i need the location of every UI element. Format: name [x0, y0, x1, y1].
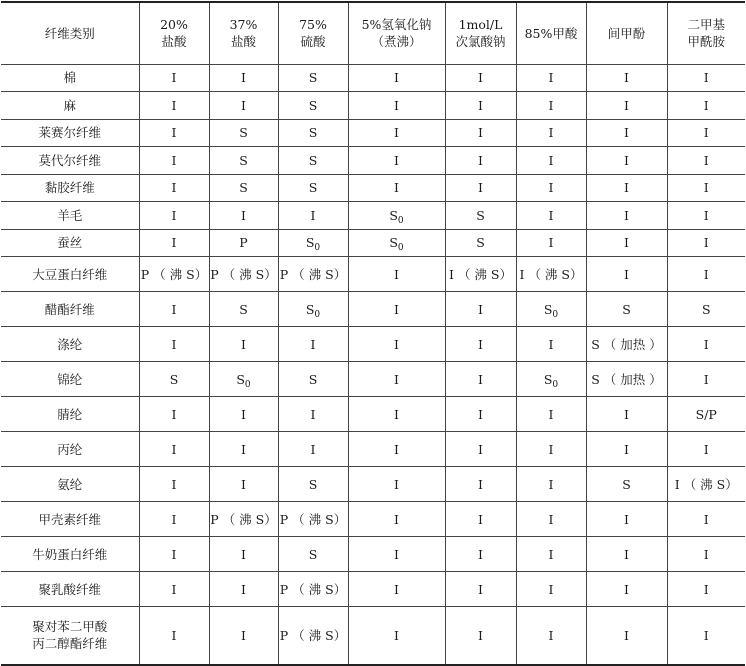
- solubility-cell: I: [586, 257, 667, 292]
- solubility-cell: I （ 沸 S）: [516, 257, 586, 292]
- column-header-line: 二甲基: [687, 17, 725, 33]
- solubility-cell: I: [348, 64, 445, 92]
- fiber-type-label: 甲壳素纤维: [38, 511, 101, 527]
- fiber-type-cell: [1, 92, 139, 120]
- solubility-cell: I: [348, 327, 445, 362]
- solubility-cell: I: [516, 327, 586, 362]
- solubility-cell: I: [278, 327, 348, 362]
- solubility-cell: I: [586, 229, 667, 257]
- solubility-cell: I: [516, 502, 586, 537]
- solubility-cell: I: [139, 432, 209, 467]
- solubility-cell: I: [667, 147, 745, 175]
- solubility-cell: I: [586, 502, 667, 537]
- table-row: [1, 607, 745, 665]
- solubility-cell: I: [516, 147, 586, 175]
- solubility-cell: I: [139, 64, 209, 92]
- solubility-cell: I: [516, 572, 586, 607]
- solubility-cell: I: [209, 327, 278, 362]
- solubility-cell: I: [139, 174, 209, 202]
- solubility-cell: I: [139, 92, 209, 120]
- column-header-line: 20%: [160, 17, 188, 33]
- fiber-type-label: 丙二醇酯纤维: [32, 636, 108, 652]
- fiber-type-label: 莱赛尔纤维: [38, 125, 101, 141]
- column-header-line: 盐酸: [161, 34, 187, 50]
- solubility-cell: P （ 沸 S）: [209, 502, 278, 537]
- solubility-cell: I: [667, 119, 745, 147]
- solubility-cell: I: [139, 119, 209, 147]
- fiber-type-label: 黏胶纤维: [44, 180, 95, 196]
- fiber-type-label: 醋酯纤维: [44, 301, 95, 317]
- fiber-type-label: 聚乳酸纤维: [38, 581, 101, 597]
- solubility-cell: I: [348, 92, 445, 120]
- solubility-cell: S: [139, 362, 209, 397]
- fiber-type-cell: [1, 257, 139, 292]
- solubility-cell: I: [667, 327, 745, 362]
- fiber-type-label: 羊毛: [57, 207, 83, 223]
- column-header-reagent: [139, 2, 209, 64]
- solubility-cell: S: [278, 147, 348, 175]
- solubility-cell: P （ 沸 S）: [139, 257, 209, 292]
- solubility-cell: I: [445, 537, 516, 572]
- subscript-zero: 0: [552, 379, 559, 390]
- column-header-reagent: [516, 2, 586, 64]
- subscript-zero: 0: [552, 309, 559, 320]
- fiber-type-cell: [1, 147, 139, 175]
- solubility-cell: I: [586, 202, 667, 230]
- column-header-line: 盐酸: [230, 34, 256, 50]
- fiber-type-cell: [1, 607, 139, 665]
- solubility-cell: I: [586, 174, 667, 202]
- solubility-cell: I: [348, 607, 445, 665]
- solubility-cell: I: [445, 174, 516, 202]
- column-header-line: 1mol/L: [458, 17, 503, 33]
- solubility-cell: I: [139, 502, 209, 537]
- solubility-cell: I: [278, 397, 348, 432]
- table-row: [1, 467, 745, 502]
- solubility-cell: I: [445, 607, 516, 665]
- solubility-cell: I: [516, 202, 586, 230]
- solubility-cell: I: [209, 537, 278, 572]
- solubility-cell: P （ 沸 S）: [278, 572, 348, 607]
- table-row: [1, 64, 745, 92]
- solubility-cell: I: [516, 229, 586, 257]
- solubility-cell: I: [139, 607, 209, 665]
- fiber-type-label: 大豆蛋白纤维: [32, 266, 108, 282]
- solubility-cell: I: [516, 432, 586, 467]
- solubility-cell: S: [278, 537, 348, 572]
- solubility-cell: $S_0$: [278, 292, 348, 327]
- solubility-cell: I: [667, 202, 745, 230]
- solubility-cell: I: [139, 202, 209, 230]
- solubility-cell: I: [209, 432, 278, 467]
- table-row: [1, 257, 745, 292]
- solubility-cell: S: [209, 292, 278, 327]
- column-header-line: 甲酰胺: [687, 34, 725, 50]
- column-header-line: 纤维类别: [44, 25, 95, 41]
- solubility-cell: P （ 沸 S）: [278, 257, 348, 292]
- subscript-zero: 0: [314, 309, 321, 320]
- solubility-cell: I: [445, 502, 516, 537]
- solubility-cell: I: [667, 537, 745, 572]
- solubility-cell: P （ 沸 S）: [278, 502, 348, 537]
- fiber-type-label: 牛奶蛋白纤维: [32, 546, 108, 562]
- solubility-cell: I: [445, 64, 516, 92]
- solubility-cell: I: [516, 64, 586, 92]
- solubility-cell: I: [667, 92, 745, 120]
- solubility-cell: I: [348, 537, 445, 572]
- solubility-cell: I: [667, 432, 745, 467]
- fiber-type-cell: [1, 119, 139, 147]
- solubility-cell: I: [139, 467, 209, 502]
- solubility-cell: I: [209, 64, 278, 92]
- fiber-type-cell: [1, 502, 139, 537]
- solubility-cell: I: [445, 362, 516, 397]
- solubility-cell: $S_0$: [209, 362, 278, 397]
- solubility-cell: I: [348, 467, 445, 502]
- solubility-cell: I: [586, 572, 667, 607]
- solubility-cell: I: [445, 467, 516, 502]
- solubility-cell: S: [445, 229, 516, 257]
- table-body: [1, 64, 745, 665]
- solubility-cell: I: [139, 292, 209, 327]
- column-header-line: 次氯酸钠: [455, 34, 506, 50]
- solubility-cell: I: [348, 147, 445, 175]
- fiber-type-label: 锦纶: [57, 371, 83, 387]
- solubility-cell: I: [139, 572, 209, 607]
- solubility-cell: I: [516, 174, 586, 202]
- fiber-type-label: 聚对苯二甲酸: [32, 619, 108, 635]
- solubility-cell: I: [586, 432, 667, 467]
- column-header-reagent: [586, 2, 667, 64]
- table-row: [1, 229, 745, 257]
- solubility-cell: S: [586, 292, 667, 327]
- solubility-cell: S （ 加热 ）: [586, 327, 667, 362]
- solubility-cell: I: [586, 64, 667, 92]
- fiber-type-cell: [1, 572, 139, 607]
- solubility-cell: $S_0$: [278, 229, 348, 257]
- solubility-cell: I: [667, 64, 745, 92]
- fiber-type-label: 莫代尔纤维: [38, 152, 101, 168]
- fiber-type-cell: [1, 327, 139, 362]
- solubility-cell: I: [348, 397, 445, 432]
- solubility-cell: I: [348, 432, 445, 467]
- solubility-cell: I: [516, 467, 586, 502]
- solubility-cell: I: [445, 292, 516, 327]
- solubility-cell: I: [586, 607, 667, 665]
- solubility-cell: S: [278, 467, 348, 502]
- solubility-cell: I: [348, 362, 445, 397]
- fiber-type-label: 丙纶: [57, 441, 83, 457]
- solubility-cell: S: [586, 467, 667, 502]
- solubility-cell: I: [139, 397, 209, 432]
- fiber-type-label: 氨纶: [57, 476, 83, 492]
- fiber-type-cell: [1, 537, 139, 572]
- solubility-cell: I: [209, 202, 278, 230]
- solubility-cell: S: [278, 174, 348, 202]
- column-header-reagent: [278, 2, 348, 64]
- solubility-cell: I: [209, 572, 278, 607]
- table-row: [1, 432, 745, 467]
- solubility-cell: I: [667, 174, 745, 202]
- table-row: [1, 502, 745, 537]
- solubility-cell: I: [516, 397, 586, 432]
- solubility-cell: I: [586, 147, 667, 175]
- table-row: [1, 572, 745, 607]
- solubility-cell: I: [139, 537, 209, 572]
- solubility-cell: I: [139, 229, 209, 257]
- fiber-type-label: 蚕丝: [57, 235, 83, 251]
- solubility-cell: S: [278, 119, 348, 147]
- solubility-cell: I （ 沸 S）: [445, 257, 516, 292]
- solubility-cell: S: [209, 147, 278, 175]
- solubility-cell: S: [278, 92, 348, 120]
- table-row: [1, 119, 745, 147]
- solubility-cell: I: [516, 119, 586, 147]
- fiber-type-label: 涤纶: [57, 336, 83, 352]
- solubility-cell: P （ 沸 S）: [278, 607, 348, 665]
- solubility-cell: I: [667, 229, 745, 257]
- solubility-cell: I （ 沸 S）: [667, 467, 745, 502]
- table-row: [1, 174, 745, 202]
- solubility-table-container: [1, 1, 745, 666]
- fiber-type-cell: [1, 202, 139, 230]
- column-header-line: 5%氢氧化钠: [361, 17, 432, 33]
- solubility-cell: I: [139, 327, 209, 362]
- fiber-type-cell: [1, 467, 139, 502]
- fiber-type-label: 麻: [63, 97, 76, 113]
- solubility-cell: I: [278, 202, 348, 230]
- solubility-cell: I: [445, 572, 516, 607]
- table-row: [1, 92, 745, 120]
- fiber-type-cell: [1, 432, 139, 467]
- subscript-zero: 0: [397, 215, 404, 226]
- solubility-cell: I: [348, 572, 445, 607]
- fiber-type-cell: [1, 292, 139, 327]
- solubility-cell: I: [348, 502, 445, 537]
- subscript-zero: 0: [397, 243, 404, 254]
- solubility-cell: I: [516, 537, 586, 572]
- column-header-fiber-type: [1, 2, 139, 64]
- fiber-type-label: 棉: [63, 70, 76, 86]
- solubility-cell: $S_0$: [348, 229, 445, 257]
- subscript-zero: 0: [244, 379, 251, 390]
- solubility-cell: I: [209, 92, 278, 120]
- column-header-line: 85%甲酸: [524, 25, 578, 41]
- table-row: [1, 537, 745, 572]
- solubility-cell: $S_0$: [516, 362, 586, 397]
- solubility-cell: I: [516, 92, 586, 120]
- solubility-cell: $S_0$: [516, 292, 586, 327]
- solubility-cell: I: [667, 572, 745, 607]
- solubility-cell: I: [445, 397, 516, 432]
- table-row: [1, 327, 745, 362]
- solubility-cell: I: [209, 397, 278, 432]
- column-header-line: 37%: [229, 17, 258, 33]
- solubility-cell: I: [445, 147, 516, 175]
- fiber-type-label: 腈纶: [57, 406, 83, 422]
- column-header-reagent: [209, 2, 278, 64]
- solubility-cell: I: [586, 397, 667, 432]
- header-row: [1, 2, 745, 64]
- fiber-type-cell: [1, 174, 139, 202]
- solubility-cell: I: [348, 257, 445, 292]
- solubility-cell: S: [209, 119, 278, 147]
- solubility-cell: I: [209, 467, 278, 502]
- solubility-cell: I: [667, 502, 745, 537]
- solubility-cell: I: [348, 174, 445, 202]
- table-header: [1, 2, 745, 64]
- solubility-cell: I: [445, 432, 516, 467]
- solubility-cell: S: [445, 202, 516, 230]
- column-header-line: 75%: [299, 17, 327, 33]
- column-header-reagent: [667, 2, 745, 64]
- solubility-cell: S/P: [667, 397, 745, 432]
- solubility-cell: P （ 沸 S）: [209, 257, 278, 292]
- solubility-cell: P: [209, 229, 278, 257]
- table-row: [1, 397, 745, 432]
- solubility-cell: I: [209, 607, 278, 665]
- solubility-cell: I: [278, 432, 348, 467]
- solubility-cell: S （ 加热 ）: [586, 362, 667, 397]
- solubility-cell: S: [667, 292, 745, 327]
- column-header-reagent: [445, 2, 516, 64]
- solubility-cell: I: [667, 257, 745, 292]
- fiber-type-cell: [1, 229, 139, 257]
- column-header-line: （煮沸）: [371, 34, 422, 50]
- solubility-cell: I: [445, 92, 516, 120]
- fiber-solubility-table: [1, 1, 745, 666]
- fiber-type-cell: [1, 362, 139, 397]
- solubility-cell: I: [667, 607, 745, 665]
- table-row: [1, 147, 745, 175]
- fiber-type-cell: [1, 64, 139, 92]
- solubility-cell: I: [445, 327, 516, 362]
- solubility-cell: I: [348, 292, 445, 327]
- column-header-reagent: [348, 2, 445, 64]
- solubility-cell: I: [586, 119, 667, 147]
- solubility-cell: I: [667, 362, 745, 397]
- table-row: [1, 202, 745, 230]
- solubility-cell: $S_0$: [348, 202, 445, 230]
- table-row: [1, 292, 745, 327]
- column-header-line: 间甲酚: [607, 25, 646, 41]
- solubility-cell: I: [139, 147, 209, 175]
- solubility-cell: S: [209, 174, 278, 202]
- fiber-type-cell: [1, 397, 139, 432]
- solubility-cell: S: [278, 64, 348, 92]
- solubility-cell: S: [278, 362, 348, 397]
- table-row: [1, 362, 745, 397]
- solubility-cell: I: [445, 119, 516, 147]
- solubility-cell: I: [586, 92, 667, 120]
- subscript-zero: 0: [314, 243, 321, 254]
- column-header-line: 硫酸: [300, 34, 326, 50]
- solubility-cell: I: [516, 607, 586, 665]
- solubility-cell: I: [348, 119, 445, 147]
- solubility-cell: I: [586, 537, 667, 572]
